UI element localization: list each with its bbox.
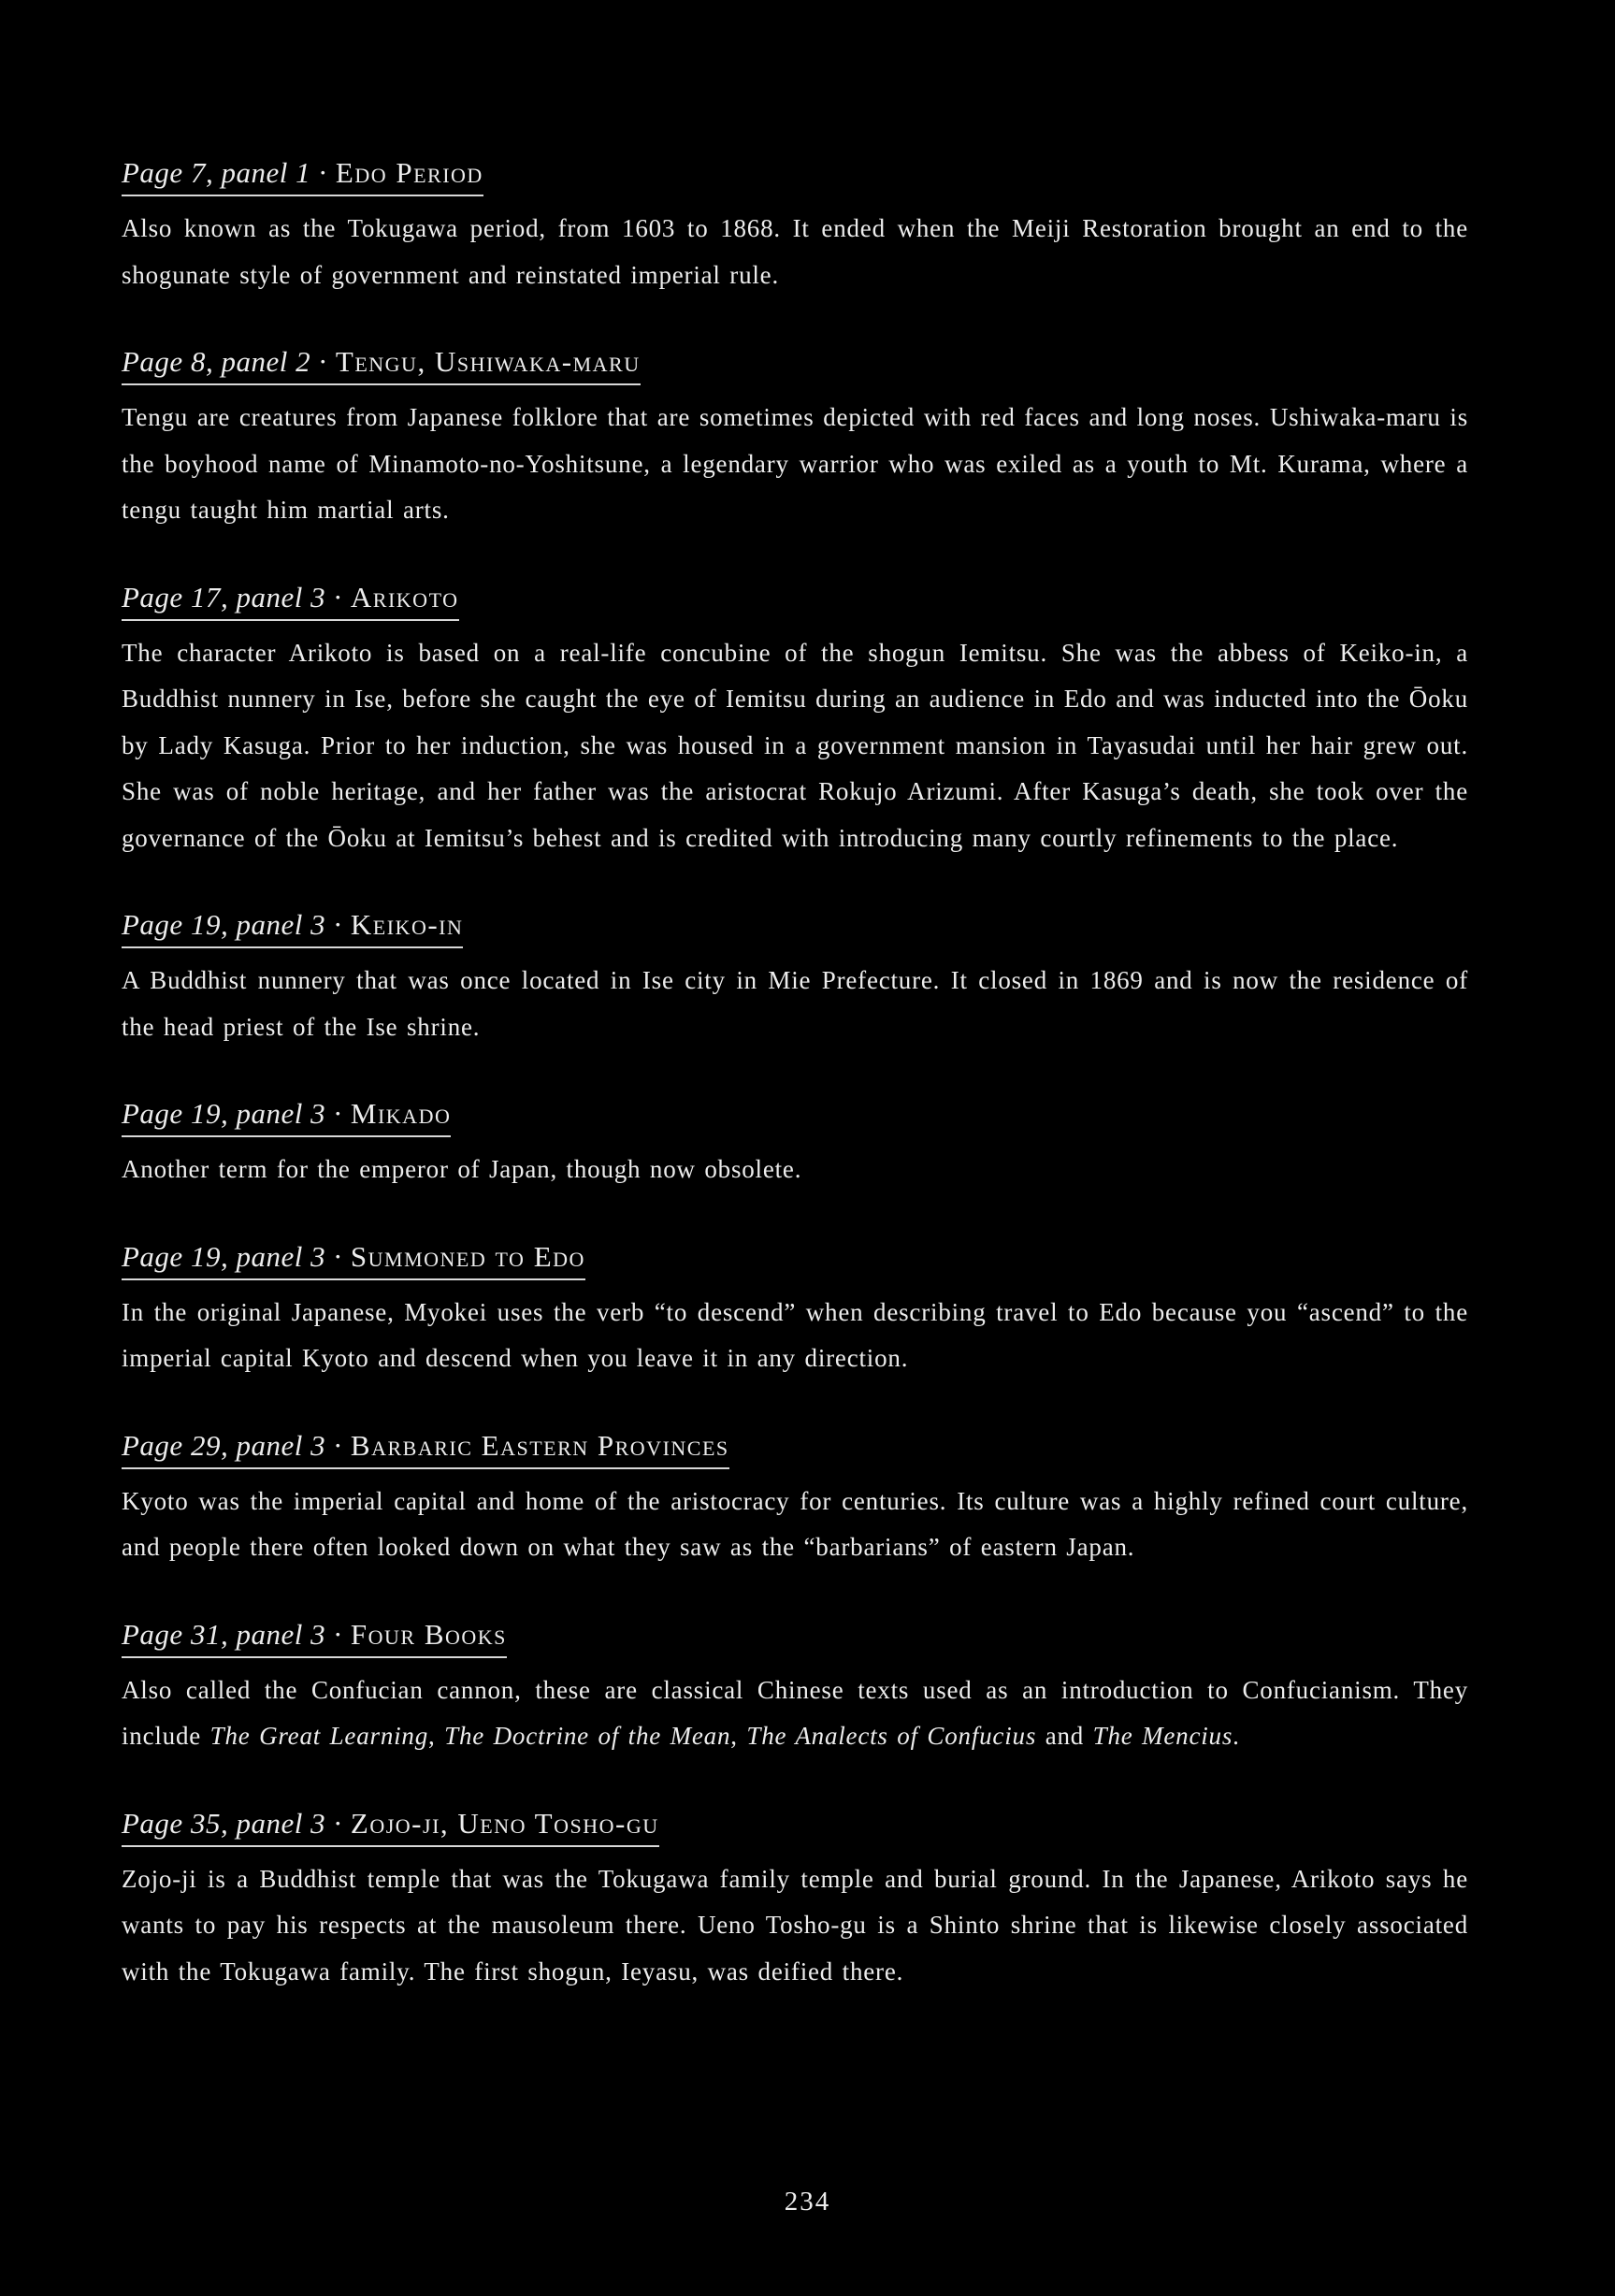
note-heading	[122, 154, 483, 196]
note-heading	[122, 1238, 585, 1280]
page-reference: Page 19, panel 3	[122, 908, 326, 941]
note-tengu	[122, 343, 1468, 534]
separator-dot: ·	[333, 1097, 343, 1130]
body-text: Also called the Confucian cannon, these are classical Chinese texts used as an introduction to Confucianism. They include	[122, 1675, 1468, 1750]
page-reference: Page 19, panel 3	[122, 1097, 326, 1130]
body-text: .	[1233, 1722, 1240, 1750]
separator-dot: ·	[333, 580, 343, 614]
term: Tengu, Ushiwaka-maru	[335, 345, 641, 378]
body-text: ,	[428, 1722, 445, 1750]
separator-dot: ·	[333, 1617, 343, 1651]
note-summoned-to-edo	[122, 1238, 1468, 1382]
separator-dot: ·	[318, 345, 328, 378]
note-heading	[122, 1095, 451, 1137]
book-title: The Mencius	[1092, 1722, 1233, 1750]
term: Keiko-in	[350, 908, 464, 941]
page-reference: Page 7, panel 1	[122, 156, 311, 189]
separator-dot: ·	[333, 1239, 343, 1273]
note-edo-period	[122, 154, 1468, 298]
term: Four Books	[350, 1617, 507, 1651]
page-reference: Page 35, panel 3	[122, 1806, 326, 1840]
note-heading	[122, 1805, 659, 1847]
page-reference: Page 19, panel 3	[122, 1239, 326, 1273]
page-reference: Page 8, panel 2	[122, 345, 311, 378]
note-arikoto	[122, 579, 1468, 862]
note-heading	[122, 343, 641, 385]
note-body: The character Arikoto is based on a real-life concubine of the shogun Iemitsu. She was the abbess of Keiko-in, a Buddhist nunnery in Ise, before she caught the eye of Iemitsu during an audience in Edo and was inducted into the Ōoku by Lady Kasuga. Prior to her induction, she was housed in a government mansion in Tayasudai until her hair grew out. She was of noble heritage, and her father was the aristocrat Rokujo Arizumi. After Kasuga’s death, she took over the governance of the Ōoku at Iemitsu’s behest and is credited with introducing many courtly refinements to the place.	[122, 638, 1468, 852]
glossary-notes	[122, 154, 1468, 2040]
page-reference: Page 31, panel 3	[122, 1617, 326, 1651]
note-heading	[122, 579, 459, 621]
note-body	[122, 1668, 1468, 1760]
note-body: A Buddhist nunnery that was once located in Ise city in Mie Prefecture. It closed in 1869 and is now the residence of the head priest of the Ise shrine.	[122, 966, 1468, 1041]
separator-dot: ·	[333, 908, 343, 941]
term: Mikado	[350, 1097, 452, 1130]
note-zojo-ji	[122, 1805, 1468, 1996]
note-body: Another term for the emperor of Japan, though now obsolete.	[122, 1155, 802, 1183]
note-four-books	[122, 1616, 1468, 1760]
note-body: Kyoto was the imperial capital and home of the aristocracy for centuries. Its culture was a highly refined court culture, and people there often looked down on what they saw as the “barbarians” of eastern Japan.	[122, 1486, 1468, 1561]
note-body: Also known as the Tokugawa period, from 1603 to 1868. It ended when the Meiji Restoration brought an end to the shogunate style of government and reinstated imperial rule.	[122, 214, 1468, 289]
separator-dot: ·	[333, 1806, 343, 1840]
book-title: The Analects of Confucius	[746, 1722, 1037, 1750]
body-text: and	[1036, 1722, 1093, 1750]
page-reference: Page 29, panel 3	[122, 1428, 326, 1462]
note-heading	[122, 906, 463, 948]
separator-dot: ·	[318, 156, 328, 189]
term: Edo Period	[335, 156, 483, 189]
separator-dot: ·	[333, 1428, 343, 1462]
note-heading	[122, 1616, 507, 1658]
page-number: 234	[784, 2187, 831, 2217]
note-mikado	[122, 1095, 1468, 1193]
term: Summoned to Edo	[350, 1239, 585, 1273]
term: Zojo-ji, Ueno Tosho-gu	[350, 1806, 659, 1840]
term: Arikoto	[350, 580, 459, 614]
note-body: Tengu are creatures from Japanese folklore that are sometimes depicted with red faces and long noses. Ushiwaka-maru is the boyhood name of Minamoto-no-Yoshitsune, a legendary warrior who was exiled as a youth to Mt. Kurama, where a tengu taught him martial arts.	[122, 403, 1468, 524]
note-barbaric-eastern-provinces	[122, 1427, 1468, 1571]
book-title: The Great Learning	[209, 1722, 429, 1750]
term: Barbaric Eastern Provinces	[350, 1428, 729, 1462]
body-text: ,	[730, 1722, 747, 1750]
note-heading	[122, 1427, 729, 1469]
note-keiko-in	[122, 906, 1468, 1050]
book-title: The Doctrine of the Mean	[444, 1722, 731, 1750]
page-reference: Page 17, panel 3	[122, 580, 326, 614]
note-body: Zojo-ji is a Buddhist temple that was the Tokugawa family temple and burial ground. In the Japanese, Arikoto says he wants to pay his respects at the mausoleum there. Ueno Tosho-gu is a Shinto shrine that is likewise closely associated with the Tokugawa family. The first shogun, Ieyasu, was deified there.	[122, 1864, 1468, 1986]
note-body: In the original Japanese, Myokei uses the verb “to descend” when describing travel to Edo because you “ascend” to the imperial capital Kyoto and descend when you leave it in any direction.	[122, 1297, 1468, 1372]
